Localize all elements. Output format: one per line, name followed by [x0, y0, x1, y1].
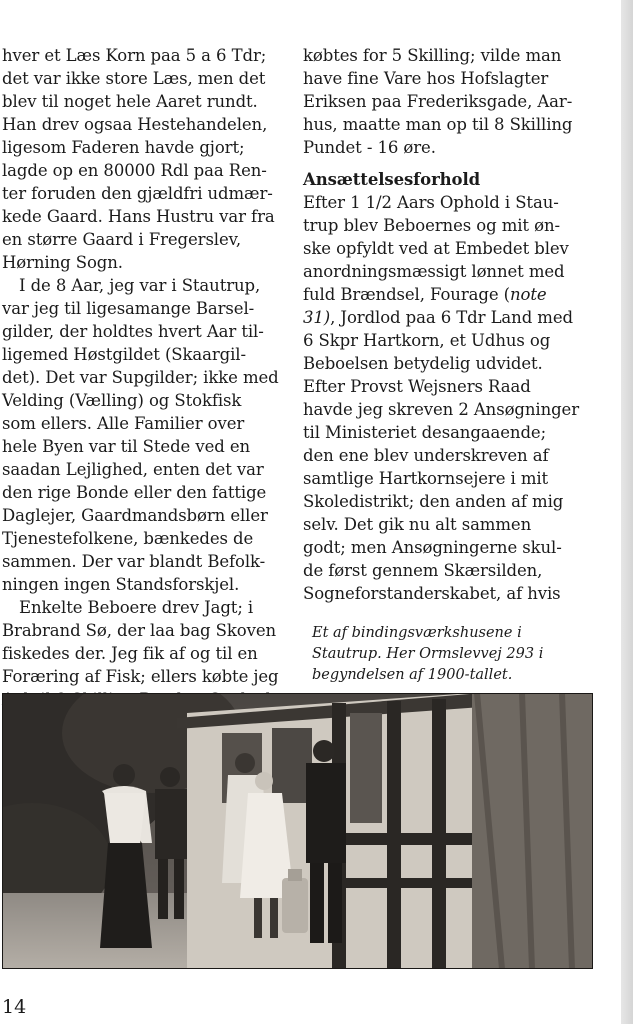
text-line: anordningsmæssigt lønnet med: [303, 262, 565, 281]
text-line: ligemed Høstgildet (Skaargil-: [2, 345, 246, 364]
text-segment: , Jordlod paa 6 Tdr Land med: [330, 308, 573, 327]
text-line: som ellers. Alle Familier over: [2, 414, 245, 433]
text-line: 6 Skpr Hartkorn, et Udhus og: [303, 331, 551, 350]
text-line: Pundet - 16 øre.: [303, 138, 436, 157]
text-line: saadan Lejlighed, enten det var: [2, 460, 264, 479]
text-line: den rige Bonde eller den fattige: [2, 483, 267, 502]
text-line: hus, maatte man op til 8 Skilling: [303, 115, 573, 134]
text-segment: fuld Brændsel, Fourage (: [303, 285, 510, 304]
text-line: Efter 1 1/2 Aars Ophold i Stau-: [303, 193, 559, 212]
text-line: lagde op en 80000 Rdl paa Ren-: [2, 161, 267, 180]
text-line: trup blev Beboernes og mit øn-: [303, 216, 560, 235]
text-line: den ene blev underskreven af: [303, 446, 549, 465]
text-line: var jeg til ligesamange Barsel-: [2, 299, 255, 318]
page-number: 14: [2, 996, 27, 1018]
text-line: selv. Det gik nu alt sammen: [303, 515, 532, 534]
caption-line: Stautrup. Her Ormslevvej 293 i: [312, 646, 544, 662]
text-line: ningen ingen Standsforskjel.: [2, 575, 240, 594]
text-line: Eriksen paa Frederiksgade, Aar-: [303, 92, 573, 111]
text-line: Foræring af Fisk; ellers købte jeg: [2, 667, 279, 686]
photo-caption: [312, 623, 612, 686]
caption-line: begyndelsen af 1900-tallet.: [312, 667, 513, 683]
note-reference: 31): [303, 308, 331, 327]
text-line: ligesom Faderen havde gjort;: [2, 138, 245, 157]
note-reference: note: [509, 285, 547, 304]
section-spacer: [303, 159, 603, 168]
text-line: kede Gaard. Hans Hustru var fra: [2, 207, 275, 226]
text-line: [303, 283, 603, 306]
text-line: hver et Læs Korn paa 5 a 6 Tdr;: [2, 46, 267, 65]
text-line: Efter Provst Wejsners Raad: [303, 377, 531, 396]
text-line: Han drev ogsaa Hestehandelen,: [2, 115, 268, 134]
text-line: Beboelsen betydelig udvidet.: [303, 354, 543, 373]
text-line: til Ministeriet desangaaende;: [303, 423, 547, 442]
text-line: have fine Vare hos Hofslagter: [303, 69, 549, 88]
text-line: det var ikke store Læs, men det: [2, 69, 266, 88]
left-column: [2, 44, 292, 711]
text-line: sammen. Der var blandt Befolk-: [2, 552, 266, 571]
text-line: Brabrand Sø, der laa bag Skoven: [2, 621, 277, 640]
section-heading: Ansættelsesforhold: [303, 170, 481, 189]
text-line: Skoledistrikt; den anden af mig: [303, 492, 564, 511]
text-line: [303, 306, 603, 329]
text-line: havde jeg skreven 2 Ansøgninger: [303, 400, 580, 419]
text-line: Hørning Sogn.: [2, 253, 123, 272]
text-line: Velding (Vælling) og Stokfisk: [2, 391, 242, 410]
page-edge: [621, 0, 633, 1024]
text-line: ske opfyldt ved at Embedet blev: [303, 239, 569, 258]
text-line: gilder, der holdtes hvert Aar til-: [2, 322, 264, 341]
text-line: fiskedes der. Jeg fik af og til en: [2, 644, 258, 663]
text-line: samtlige Hartkornsejere i mit: [303, 469, 549, 488]
text-line: købtes for 5 Skilling; vilde man: [303, 46, 562, 65]
historical-photograph: [2, 693, 593, 969]
text-line: blev til noget hele Aaret rundt.: [2, 92, 258, 111]
caption-line: Et af bindingsværkshusene i: [312, 625, 522, 641]
text-line: Sogneforstanderskabet, af hvis: [303, 584, 561, 603]
text-line: Daglejer, Gaardmandsbørn eller: [2, 506, 268, 525]
text-line: Enkelte Beboere drev Jagt; i: [19, 598, 254, 617]
text-line: godt; men Ansøgningerne skul-: [303, 538, 562, 557]
text-line: Tjenestefolkene, bænkedes de: [2, 529, 254, 548]
text-line: ter foruden den gjældfri udmær-: [2, 184, 273, 203]
text-line: en større Gaard i Fregerslev,: [2, 230, 242, 249]
text-line: det). Det var Supgilder; ikke med: [2, 368, 279, 387]
text-line: I de 8 Aar, jeg var i Stautrup,: [19, 276, 261, 295]
text-line: de først gennem Skærsilden,: [303, 561, 543, 580]
right-column: [303, 44, 603, 605]
text-line: hele Byen var til Stede ved en: [2, 437, 251, 456]
